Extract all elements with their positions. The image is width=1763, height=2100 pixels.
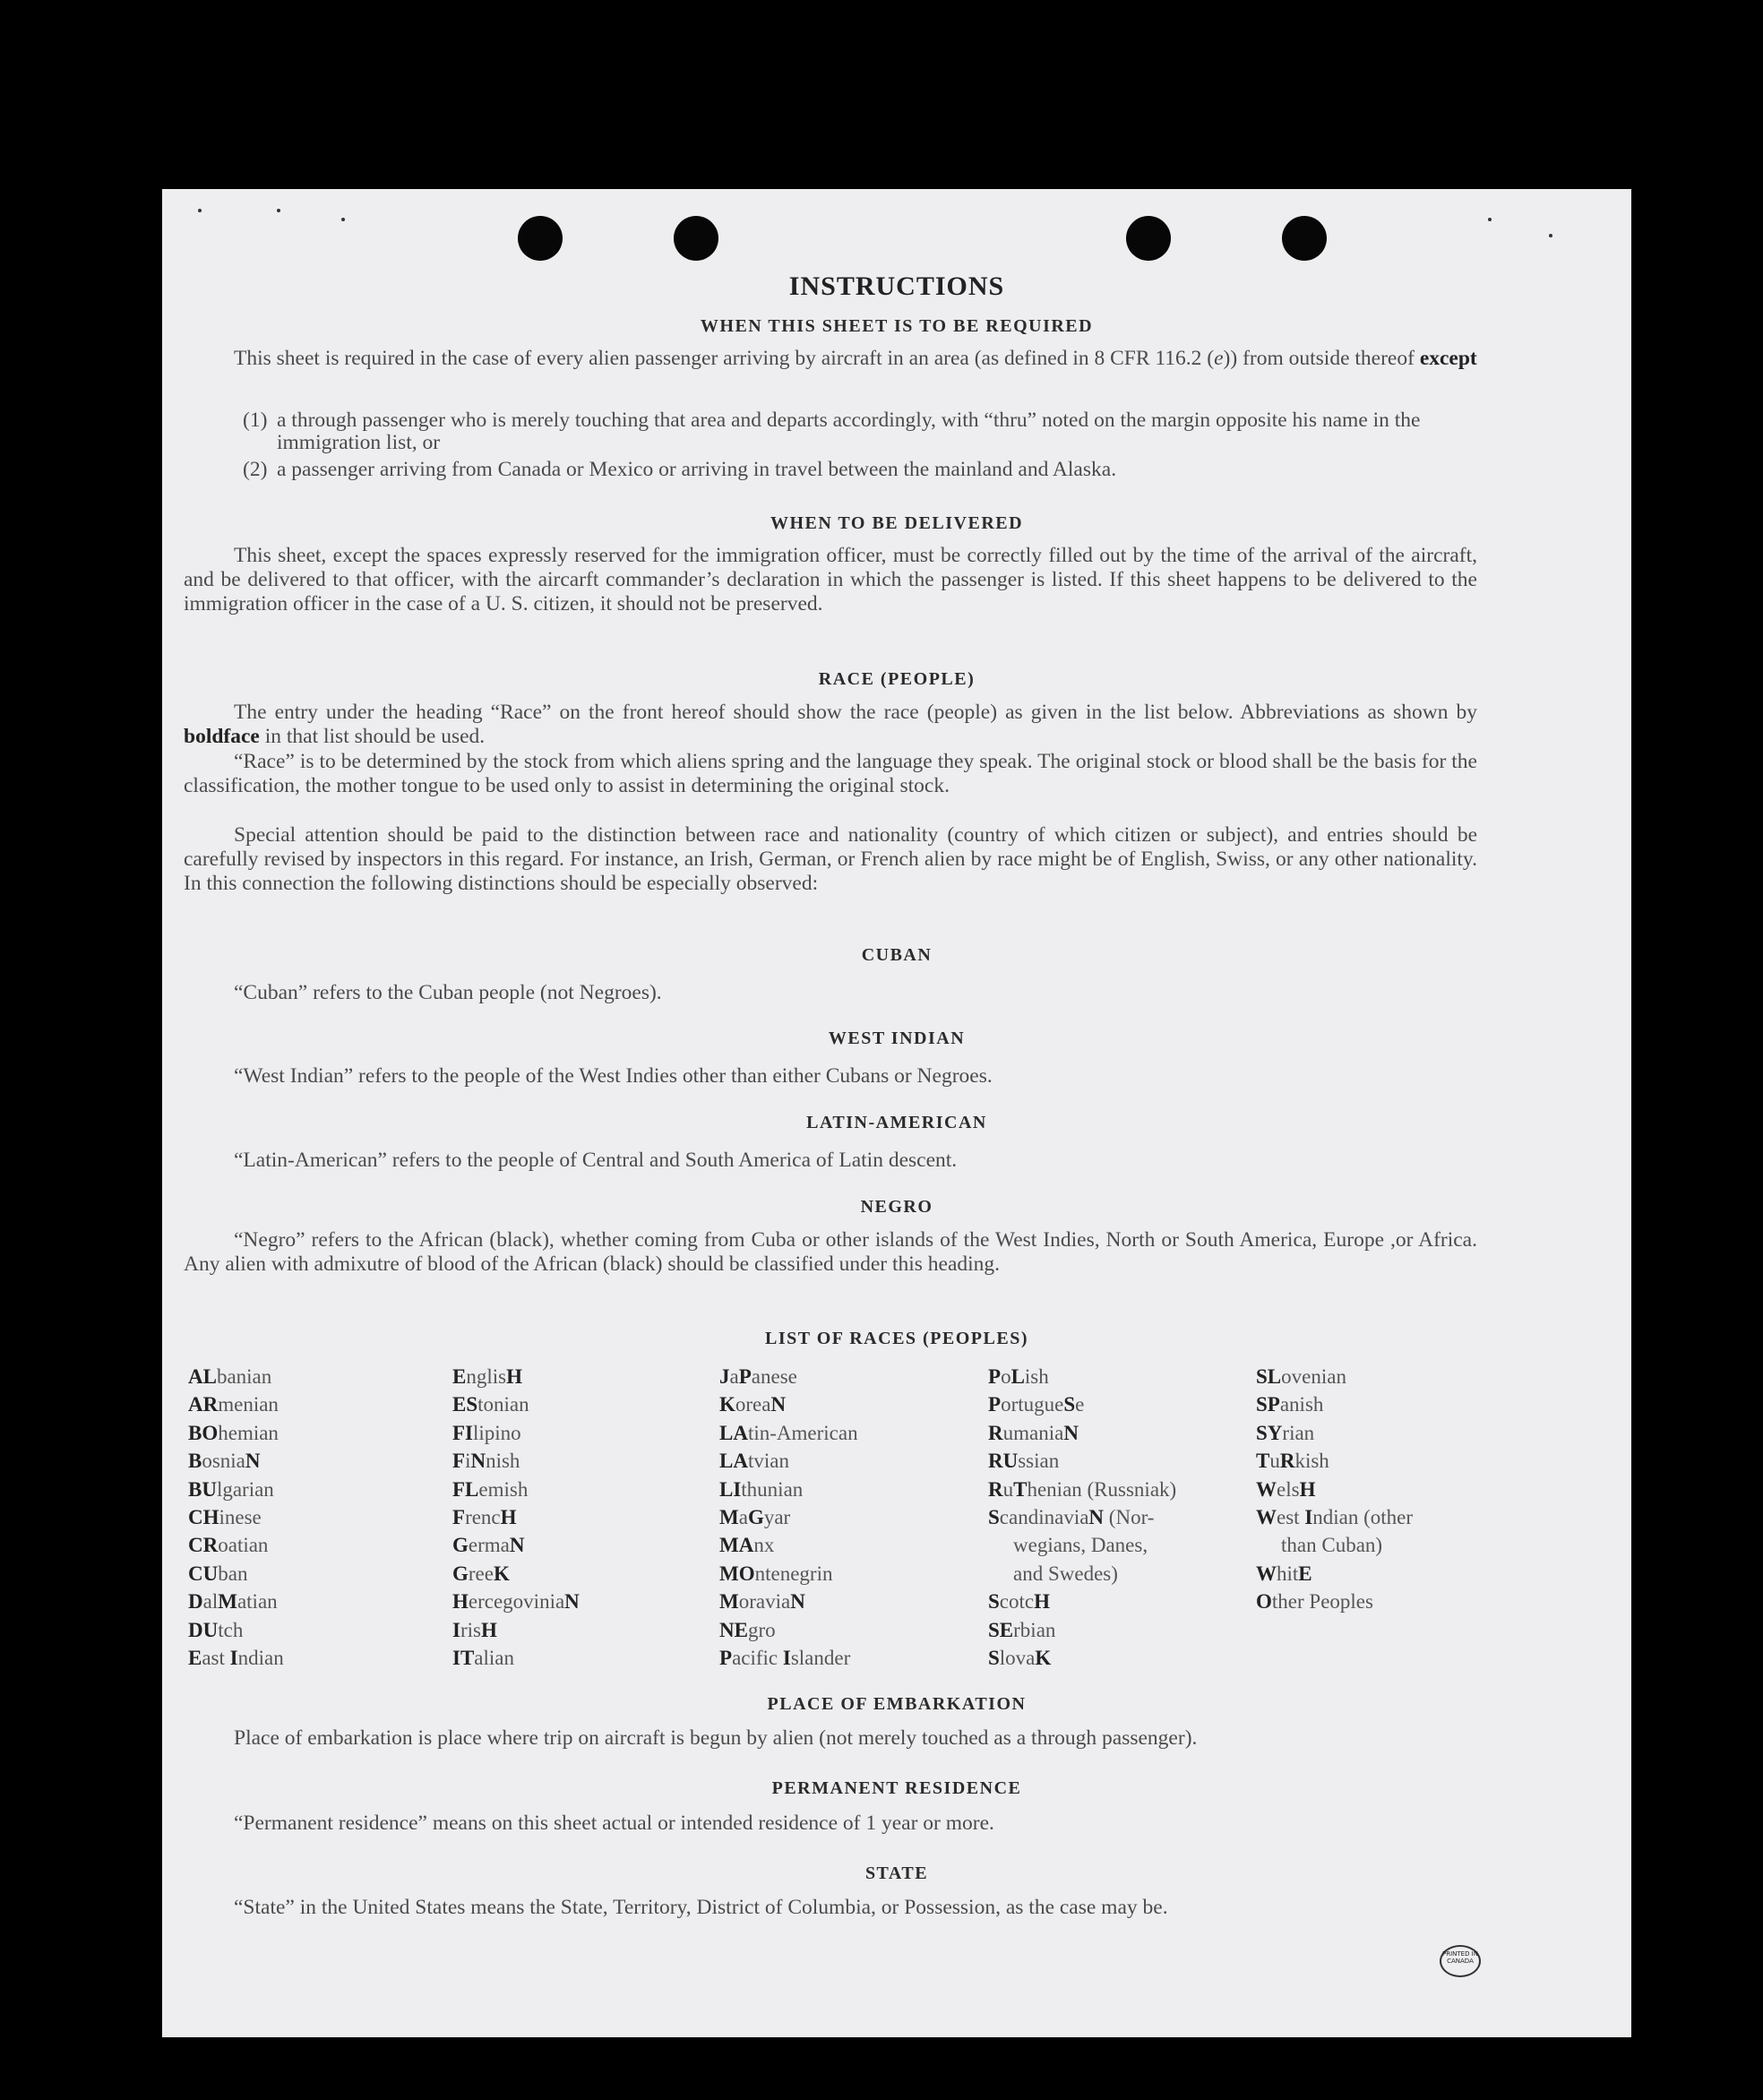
race-list-item [188,1588,284,1615]
race-list-item [988,1588,1176,1615]
race-list-item [719,1503,858,1531]
race-name-text: nx [753,1534,775,1557]
race-abbreviation: O [1256,1590,1272,1614]
race-abbreviation: LA [719,1421,748,1444]
section-heading-races-list: LIST OF RACES (PEOPLES) [764,1329,1028,1348]
race-abbreviation: RU [988,1450,1019,1473]
race-abbreviation: W [1256,1562,1277,1585]
race-abbreviation: IT [452,1647,475,1670]
race-list-item [452,1616,580,1644]
race-name-text: cotc [999,1590,1035,1614]
race-abbreviation: T [1256,1450,1270,1473]
race-list-item [1256,1476,1413,1503]
race-abbreviation: H [500,1506,517,1529]
race-name-text: o [1001,1365,1011,1388]
race-abbreviation: M [719,1506,739,1529]
race-list-column [1256,1363,1413,1616]
race-list-item [1256,1560,1413,1588]
race-name-text: ndian (other [1312,1506,1414,1529]
state-text: “State” in the United States means the State, Territory, District of Columbia, or Possession, as the case may be. [234,1896,1168,1919]
race-name-text: acific [732,1647,783,1670]
race-abbreviation: LA [719,1450,748,1473]
race-abbreviation: G [747,1506,764,1529]
race-paragraph-3: Special attention should be paid to the distinction between race and nationality (country of which citizen or subject), and entries should be carefully revised by inspectors in this regard. For instance, an Irish, German, or French alien by race might be of English, Swiss, or any other nationality. In this connection the following distinctions should be especially observed: [184,823,1477,895]
race-abbreviation: N [564,1590,580,1614]
punch-hole [1126,216,1171,261]
race-name-text: ssian [1018,1450,1060,1473]
race-list-item [719,1588,858,1615]
race-name-text: ris [460,1618,481,1641]
race-list-item [452,1644,580,1672]
race-abbreviation: SE [988,1618,1014,1641]
race-abbreviation: L [1010,1365,1025,1388]
race-abbreviation: P [988,1393,1002,1416]
race-name-text: els [1277,1477,1300,1501]
race-abbreviation: N [770,1393,787,1416]
race-abbreviation: N [790,1590,805,1614]
race-list-item [452,1476,580,1503]
race-list-item [1256,1390,1413,1418]
race-name-text: hit [1277,1562,1299,1585]
race-name-text: ovenian [1281,1365,1346,1388]
race-name-text: al [202,1590,219,1614]
race-name-text: umania [1002,1421,1064,1444]
race-list-item [719,1363,858,1390]
instruction-sheet [162,189,1631,2037]
race-paragraph-2: “Race” is to be determined by the stock from which aliens spring and the language they speak. The original stock or blood shall be the basis for the classification, the mother tongue to be used only to assist in determining the original stock. [184,750,1477,797]
race-list-item [988,1390,1176,1418]
race-list-column [719,1363,858,1672]
race-abbreviation: CR [188,1534,219,1557]
race-name-text: erma [468,1534,510,1557]
race-name-text: emish [478,1477,529,1501]
race-name-text: slander [790,1647,851,1670]
race-list-item [452,1531,580,1559]
race-abbreviation: E [452,1365,467,1388]
race-list-item [452,1503,580,1531]
race-name-text: and Swedes) [1013,1562,1118,1585]
race-abbreviation: CU [188,1562,219,1585]
race-list-item [719,1419,858,1447]
race-abbreviation: H [452,1590,469,1614]
race-abbreviation: P [988,1365,1002,1388]
negro-text: “Negro” refers to the African (black), whether coming from Cuba or other islands of the West Indies, North or South America, Europe ,or Africa. Any alien with admixutre of blood of the African (black) should be classified under this heading. [184,1228,1477,1276]
race-list-item [1256,1447,1413,1475]
race-list-item [719,1616,858,1644]
section-heading-latin-american: LATIN-AMERICAN [806,1113,987,1132]
race-list-item [988,1447,1176,1475]
race-name-text: nglis [466,1365,507,1388]
section-heading-delivered: WHEN TO BE DELIVERED [770,513,1024,533]
cuban-text: “Cuban” refers to the Cuban people (not Negroes). [234,981,662,1004]
race-list-item [719,1390,858,1418]
race-abbreviation: CH [188,1506,219,1529]
race-name-text: ast [202,1647,230,1670]
race-name-text: wegians, Danes, [1013,1534,1148,1557]
race-abbreviation: N [470,1450,486,1473]
race-name-text: (Nor- [1104,1506,1155,1529]
race-name-text: u [1002,1477,1014,1501]
race-abbreviation: T [1013,1477,1028,1501]
race-abbreviation: FL [452,1477,479,1501]
race-abbreviation: DU [188,1618,219,1641]
race-list-item [719,1447,858,1475]
race-list-item [188,1503,284,1531]
race-name-text: anish [1279,1393,1324,1416]
section-heading-negro: NEGRO [860,1197,933,1217]
race-abbreviation: K [719,1393,735,1416]
race-list-item [452,1419,580,1447]
race-abbreviation: N [1088,1506,1105,1529]
race-name-text: tch [218,1618,244,1641]
section-heading-required: WHEN THIS SHEET IS TO BE REQUIRED [700,316,1094,336]
latin-american-text: “Latin-American” refers to the people of Central and South America of Latin descent. [234,1149,958,1172]
race-name-text: thunian [741,1477,804,1501]
race-name-text: inese [219,1506,262,1529]
race-name-text: ntenegrin [754,1562,833,1585]
race-name-text: i [465,1450,471,1473]
race-list-item [188,1531,284,1559]
race-name-text: tvian [747,1450,789,1473]
race-name-text: a [738,1506,748,1529]
race-name-text: oatian [218,1534,269,1557]
race-name-text: orea [735,1393,771,1416]
race-list-column [452,1363,580,1672]
race-abbreviation: I [782,1647,791,1670]
race-name-text: candinavia [999,1506,1089,1529]
race-abbreviation: R [988,1421,1003,1444]
race-abbreviation: F [452,1506,466,1529]
race-abbreviation: E [1298,1562,1312,1585]
race-abbreviation: I [229,1647,238,1670]
race-name-text: menian [218,1393,279,1416]
race-list-item [988,1476,1176,1503]
required-item-1: (1) a through passenger who is merely touching that area and departs accordingly, with “thru” noted on the margin opposite his name in the immigration list, or [243,409,1421,454]
race-list-column [188,1363,284,1672]
race-name-text: rbian [1013,1618,1056,1641]
race-name-text: lgarian [216,1477,274,1501]
race-abbreviation: I [1304,1506,1313,1529]
section-heading-cuban: CUBAN [861,945,933,965]
race-name-text: hemian [218,1421,279,1444]
race-abbreviation: N [245,1450,261,1473]
race-abbreviation: SL [1256,1365,1282,1388]
page-title: INSTRUCTIONS [788,271,1005,301]
race-abbreviation: S [988,1590,1000,1614]
race-list-item [1256,1363,1413,1390]
race-list-item [719,1476,858,1503]
race-list-item [452,1363,580,1390]
race-list-item [188,1644,284,1672]
race-abbreviation: N [509,1534,525,1557]
race-name-text: ish [1024,1365,1049,1388]
race-name-text: yar [763,1506,791,1529]
race-abbreviation: W [1256,1506,1277,1529]
race-abbreviation: NE [719,1618,748,1641]
race-name-text: than Cuban) [1281,1534,1383,1557]
race-list-item [719,1531,858,1559]
race-name-text: ercegovinia [468,1590,565,1614]
section-heading-race: RACE (PEOPLE) [818,669,976,689]
race-abbreviation: P [738,1365,752,1388]
race-abbreviation: S [988,1506,1000,1529]
residence-text: “Permanent residence” means on this sheet actual or intended residence of 1 year or more. [234,1812,994,1835]
race-abbreviation: ES [452,1393,478,1416]
race-list-item [988,1531,1176,1559]
race-name-text: alian [474,1647,514,1670]
race-name-text: kish [1294,1450,1329,1473]
race-abbreviation: AL [188,1365,217,1388]
race-name-text: osnia [202,1450,245,1473]
race-list-item [1256,1503,1413,1531]
race-abbreviation: N [1063,1421,1079,1444]
race-name-text: ther Peoples [1271,1590,1373,1614]
race-list-item [188,1447,284,1475]
race-name-text: ndian [237,1647,284,1670]
speck [1488,218,1492,221]
race-name-text: renc [465,1506,501,1529]
race-name-text: a [729,1365,739,1388]
race-abbreviation: MO [719,1562,755,1585]
section-heading-embarkation: PLACE OF EMBARKATION [767,1694,1027,1714]
speck [1549,234,1552,237]
race-list-item [988,1363,1176,1390]
race-name-text: u [1269,1450,1280,1473]
race-name-text: gro [747,1618,776,1641]
race-abbreviation: F [452,1450,466,1473]
race-list-item [452,1588,580,1615]
race-abbreviation: M [218,1590,237,1614]
race-list-item [188,1419,284,1447]
punch-hole [674,216,718,261]
race-abbreviation: M [719,1590,739,1614]
race-abbreviation: K [1035,1647,1052,1670]
race-abbreviation: BO [188,1421,219,1444]
race-list-item [988,1419,1176,1447]
race-list-item [988,1616,1176,1644]
race-list-item [719,1560,858,1588]
race-list-item [188,1390,284,1418]
race-name-text: tin-American [747,1421,858,1444]
section-heading-state: STATE [864,1863,929,1883]
race-name-text: est [1277,1506,1305,1529]
race-abbreviation: P [719,1647,733,1670]
section-heading-west-indian: WEST INDIAN [828,1028,966,1048]
required-item-2: (2) a passenger arriving from Canada or Mexico or arriving in travel between the mainland and Alaska. [243,458,1117,481]
race-list-item [188,1560,284,1588]
speck [341,218,345,221]
race-name-text: banian [216,1365,272,1388]
race-list-item [452,1447,580,1475]
race-abbreviation: S [988,1647,1000,1670]
race-abbreviation: K [493,1562,510,1585]
race-list-item [1256,1588,1413,1615]
race-list-item [188,1476,284,1503]
speck [277,209,280,212]
race-name-text: anese [751,1365,797,1388]
race-abbreviation: AR [188,1393,219,1416]
punch-hole [1282,216,1327,261]
race-name-text: ban [218,1562,248,1585]
race-abbreviation: H [1034,1590,1050,1614]
race-abbreviation: W [1256,1477,1277,1501]
printed-in-canada-stamp: PRINTED IN CANADA [1440,1945,1481,1977]
race-abbreviation: FI [452,1421,473,1444]
race-abbreviation: E [188,1647,202,1670]
race-list-item [988,1644,1176,1672]
race-list-item [452,1390,580,1418]
race-name-text: ortugue [1001,1393,1064,1416]
race-name-text: atian [236,1590,278,1614]
delivered-text: This sheet, except the spaces expressly reserved for the immigration officer, must be correctly filled out by the time of the arrival of the aircraft, and be delivered to that officer, with the aircarft commander’s declaration in which the passenger is listed. If this sheet happens to be delivered to the immigration officer in the case of a U. S. citizen, it should not be preserved. [184,544,1477,615]
race-abbreviation: J [719,1365,730,1388]
race-abbreviation: SY [1256,1421,1283,1444]
race-abbreviation: D [188,1590,203,1614]
race-abbreviation: H [480,1618,497,1641]
race-name-text: henian (Russniak) [1027,1477,1177,1501]
race-abbreviation: BU [188,1477,217,1501]
race-abbreviation: H [506,1365,522,1388]
race-abbreviation: LI [719,1477,742,1501]
race-list-item [988,1560,1176,1588]
race-list-item [988,1503,1176,1531]
race-list-item [452,1560,580,1588]
race-abbreviation: R [1279,1450,1295,1473]
race-paragraph-1: The entry under the heading “Race” on the front hereof should show the race (people) as given in the list below. Abbreviations as shown by boldface in that list should be used. [184,701,1477,748]
race-list-item [188,1363,284,1390]
race-list-item [719,1644,858,1672]
race-abbreviation: I [452,1618,460,1641]
race-name-text: lipino [473,1421,521,1444]
race-abbreviation: MA [719,1534,754,1557]
race-abbreviation: H [1299,1477,1316,1501]
race-abbreviation: SP [1256,1393,1280,1416]
race-abbreviation: G [452,1534,469,1557]
embarkation-text: Place of embarkation is place where trip on aircraft is begun by alien (not merely touched as a through passenger). [234,1726,1198,1750]
race-name-text: e [1075,1393,1085,1416]
race-name-text: ree [468,1562,494,1585]
race-abbreviation: B [188,1450,202,1473]
race-abbreviation: G [452,1562,469,1585]
race-name-text: nish [486,1450,520,1473]
race-abbreviation: R [988,1477,1003,1501]
race-name-text: tonian [477,1393,529,1416]
race-name-text: oravia [738,1590,791,1614]
race-name-text: lova [999,1647,1036,1670]
race-list-item [188,1616,284,1644]
west-indian-text: “West Indian” refers to the people of the West Indies other than either Cubans or Negroes. [234,1064,993,1088]
race-list-item [1256,1531,1413,1559]
speck [198,209,202,212]
race-name-text: rian [1282,1421,1315,1444]
punch-hole [518,216,563,261]
race-abbreviation: S [1063,1393,1076,1416]
race-list-column [988,1363,1176,1672]
race-list-item [1256,1419,1413,1447]
required-intro: This sheet is required in the case of every alien passenger arriving by aircraft in an area (as defined in 8 CFR 116.2 (e)) from outside thereof except [234,347,1477,370]
section-heading-residence: PERMANENT RESIDENCE [771,1778,1022,1798]
